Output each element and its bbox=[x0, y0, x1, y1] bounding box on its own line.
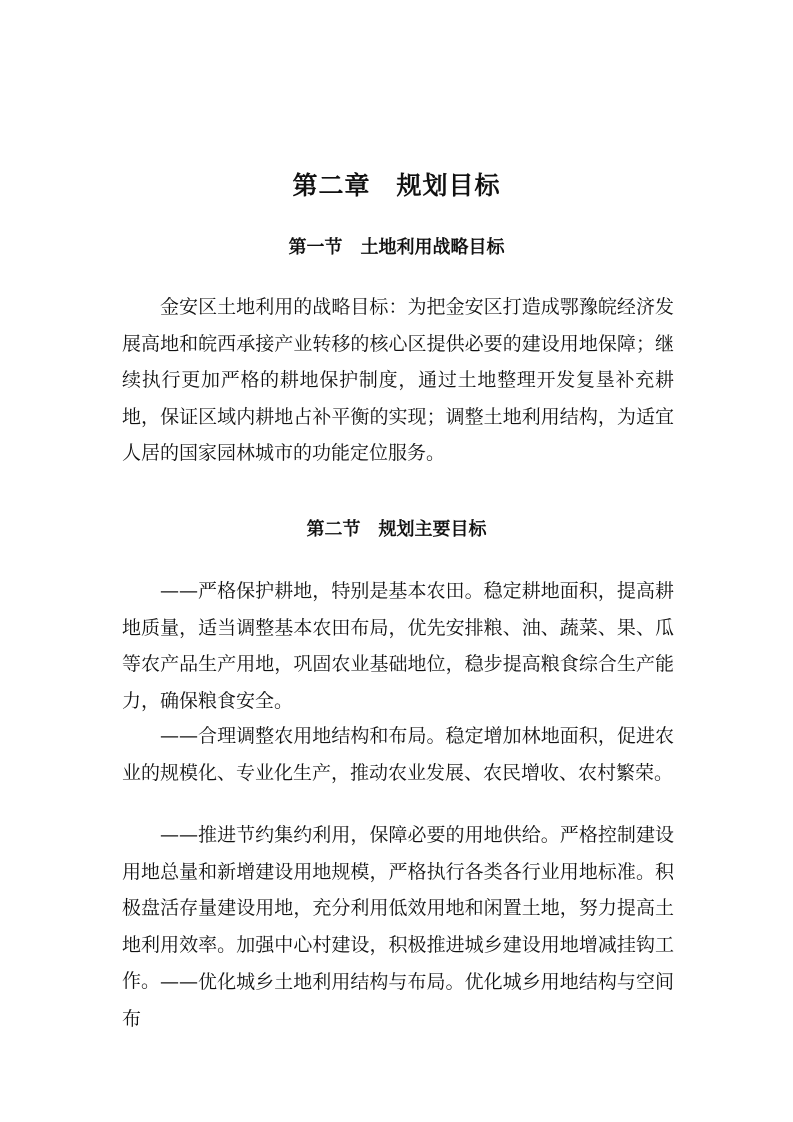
strategic-goals-paragraph: 金安区土地利用的战略目标：为把金安区打造成鄂豫皖经济发展高地和皖西承接产业转移的核心区提供必要的建设用地保障；继续执行更加严格的耕地保护制度，通过土地整理开发复垦补充耕地，保证区域内耕地占补平衡的实现；调整土地利用结构，为适宜人居的国家园林城市的功能定位服务。 bbox=[122, 296, 674, 465]
section-title-main-goals: 第二节 规划主要目标 bbox=[306, 519, 487, 540]
main-goal-farmland-protection: ——严格保护耕地，特别是基本农田。稳定耕地面积，提高耕地质量，适当调整基本农田布局，优先安排粮、油、蔬菜、果、瓜等农产品生产用地，巩固农业基础地位，稳步提高粮食综合生产能力，确保粮食安全。 bbox=[122, 580, 674, 712]
main-goal-intensive-land-use: ——推进节约集约利用，保障必要的用地供给。严格控制建设用地总量和新增建设用地规模，严格执行各类各行业用地标准。积极盘活存量建设用地，充分利用低效用地和闲置土地，努力提高土地利用效率。加强中心村建设，积极推进城乡建设用地增减挂钩工作。 bbox=[122, 824, 674, 993]
chapter-title: 第二章 规划目标 bbox=[292, 171, 501, 200]
section-title-strategic-goals: 第一节 土地利用战略目标 bbox=[288, 237, 505, 258]
main-goal-agricultural-structure: ——合理调整农用地结构和布局。稳定增加林地面积，促进农业的规模化、专业化生产，推动农业发展、农民增收、农村繁荣。 bbox=[122, 725, 674, 784]
main-goal-urban-rural-layout: ——优化城乡土地利用结构与布局。优化城乡用地结构与空间布 bbox=[122, 971, 674, 1030]
